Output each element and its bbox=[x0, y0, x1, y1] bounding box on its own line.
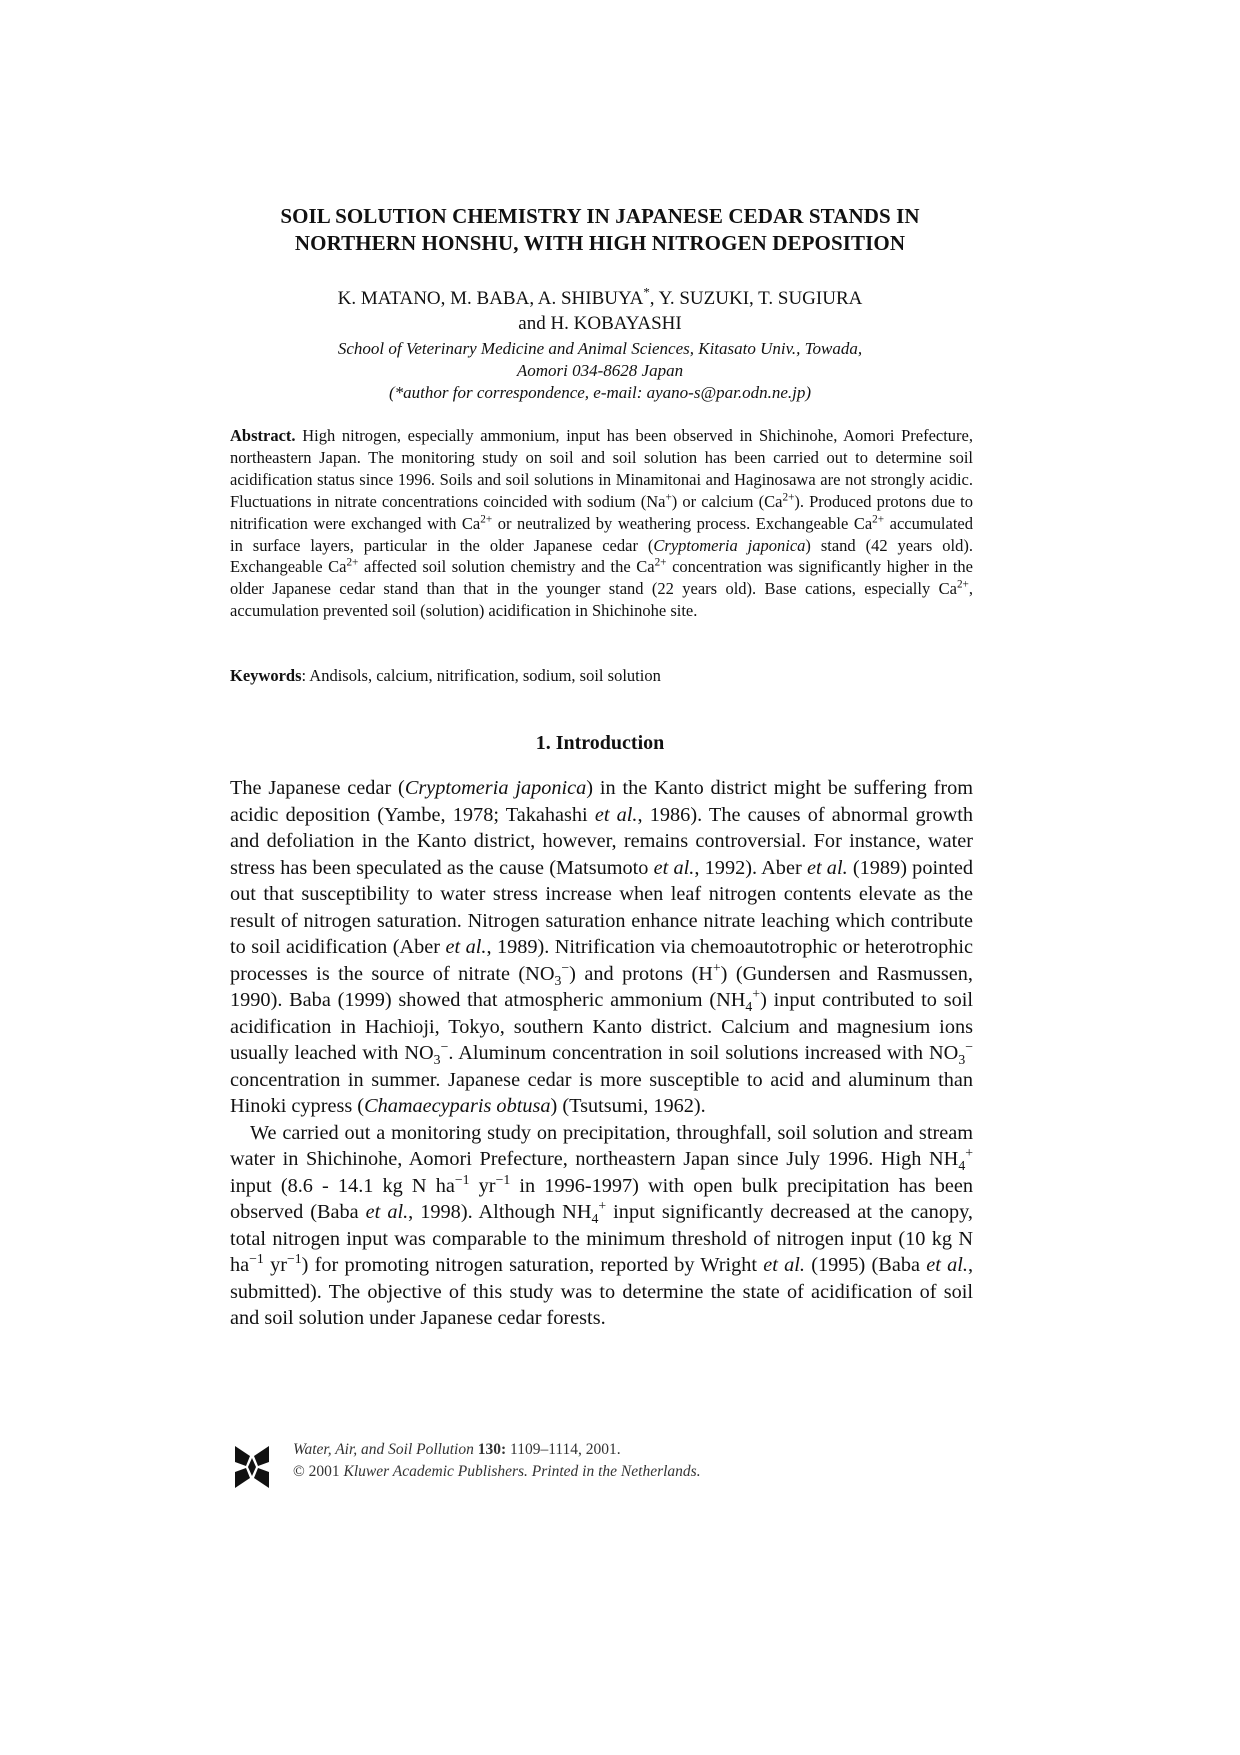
correspondence-email: (*author for correspondence, e-mail: ayano-s@par.odn.ne.jp) bbox=[389, 383, 811, 402]
title-line-2: NORTHERN HONSHU, WITH HIGH NITROGEN DEPOSITION bbox=[294, 231, 906, 255]
paper-title bbox=[200, 203, 1000, 257]
intro-paragraph-1: The Japanese cedar (Cryptomeria japonica) in the Kanto district might be suffering from acidic deposition (Yambe, 1978; Takahashi et al., 1986). The causes of abnormal growth and defoliation in the Kanto district, however, remains controversial. For instance, water stress has been speculated as the cause (Matsumoto et al., 1992). Aber et al. (1989) pointed out that susceptibility to water stress increase when leaf nitrogen contents elevate as the result of nitrogen saturation. Nitrogen saturation enhance nitrate leaching which contribute to soil acidification (Aber et al., 1989). Nitrification via chemoautotrophic or heterotrophic processes is the source of nitrate $(NO_3^-)$ and protons (H+) (Gundersen and Rasmussen, 1990). Baba (1999) showed that atmospheric ammonium $(NH_4^+)$ input contributed to soil acidification in Hachioji, Tokyo, southern Kanto district. Calcium and magnesium ions usually leached with $NO_3^-$. Aluminum concentration in soil solutions increased with $NO_3^-$ concentration in summer. Japanese cedar is more susceptible to acid and aluminum than Hinoki cypress (Chamaecyparis obtusa) (Tsutsumi, 1962). bbox=[230, 777, 974, 1117]
title-line-1: SOIL SOLUTION CHEMISTRY IN JAPANESE CEDAR STANDS IN bbox=[280, 204, 920, 228]
keywords-label: Keywords bbox=[230, 666, 302, 685]
citation-line: Water, Air, and Soil Pollution 130: 1109–1114, 2001. bbox=[293, 1441, 621, 1458]
affiliation-line-2: Aomori 034-8628 Japan bbox=[516, 361, 684, 380]
abstract: Abstract. High nitrogen, especially ammonium, input has been observed in Shichinohe, Aomori Prefecture, northeastern Japan. The monitoring study on soil and soil solution has been carried out to determine soil acidification status since 1996. Soils and soil solutions in Minamitonai and Haginosawa are not strongly acidic. Fluctuations in nitrate concentrations coincided with sodium (Na+) or calcium $(Ca^{2+})$. Produced protons due to nitrification were exchanged with $Ca^{2+}$ or neutralized by weathering process. Exchangeable $Ca^{2+}$ accumulated in surface layers, particular in the older Japanese cedar (Cryptomeria japonica) stand (42 years old). Exchangeable $Ca^{2+}$ affected soil solution chemistry and the $Ca^{2+}$ concentration was significantly higher in the older Japanese cedar stand than that in the younger stand (22 years old). Base cations, especially $Ca^{2+}$, accumulation prevented soil (solution) acidification in Shichinohe site. bbox=[230, 426, 973, 621]
author-list bbox=[200, 286, 1000, 336]
affiliation-line-1: School of Veterinary Medicine and Animal Sciences, Kitasato Univ., Towada, bbox=[337, 339, 863, 358]
introduction-body bbox=[230, 775, 973, 1332]
correspondence-mark: * bbox=[643, 284, 650, 300]
abstract-label: Abstract. bbox=[230, 426, 296, 445]
section-heading-introduction: 1. Introduction bbox=[535, 732, 665, 754]
intro-paragraph-2: We carried out a monitoring study on precipitation, throughfall, soil solution and stream water in Shichinohe, Aomori Prefecture, northeastern Japan since July 1996. High $NH_4^+$ input (8.6 - 14.1 kg N $ha^{-1}$ $yr^{-1}$ in 1996-1997) with open bulk precipitation has been observed (Baba et al., 1998). Although $NH_4^+$ input significantly decreased at the canopy, total nitrogen input was comparable to the minimum threshold of nitrogen input (10 kg N $ha^{-1}$ $yr^{-1}$) for promoting nitrogen saturation, reported by Wright et al. (1995) (Baba et al., submitted). The objective of this study was to determine the state of acidification of soil and soil solution under Japanese cedar forests. bbox=[230, 1121, 974, 1329]
keywords: Keywords: Andisols, calcium, nitrification, sodium, soil solution bbox=[230, 666, 661, 685]
authors-line-1: K. MATANO, M. BABA, A. SHIBUYA*, Y. SUZUKI, T. SUGIURA bbox=[337, 284, 863, 309]
copyright-line: © 2001 Kluwer Academic Publishers. Printed in the Netherlands. bbox=[293, 1463, 701, 1480]
journal-footer bbox=[233, 1440, 993, 1500]
publisher-logo-icon bbox=[233, 1442, 271, 1492]
authors-line-2: and H. KOBAYASHI bbox=[518, 313, 682, 334]
affiliation bbox=[200, 338, 1000, 404]
